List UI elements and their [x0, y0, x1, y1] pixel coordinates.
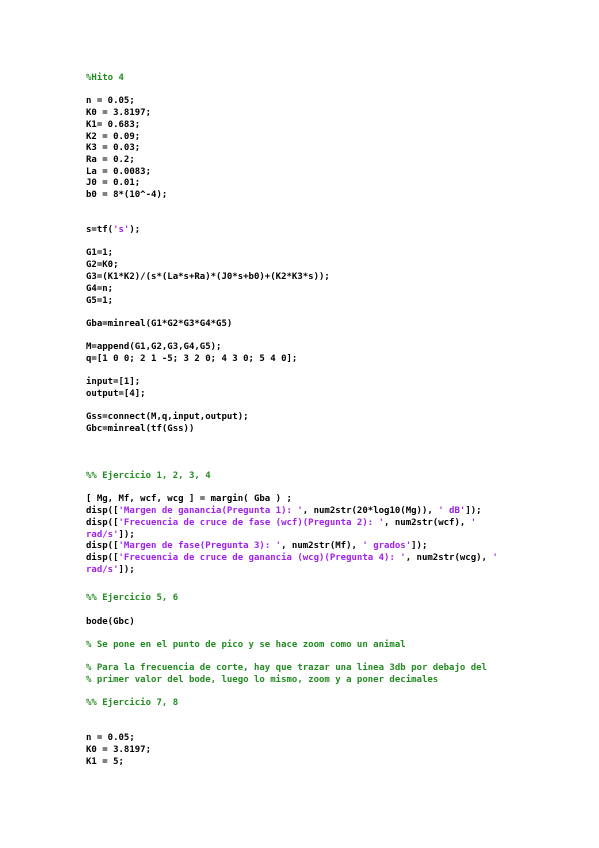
string-literal: ' [470, 518, 477, 528]
code-line [86, 143, 140, 155]
code-text: , num2str(wcf), [384, 518, 471, 528]
code-line [86, 190, 167, 202]
code-text: G4=n; [86, 284, 114, 294]
code-line [86, 377, 140, 389]
code-line [86, 412, 249, 424]
comment-text: %% Ejercicio 5, 6 [86, 593, 179, 603]
code-text: ]); [118, 565, 135, 575]
code-line [86, 745, 151, 757]
code-text: K0 = 3.8197; [86, 745, 152, 755]
code-text: disp([ [86, 518, 119, 528]
code-text: G1=1; [86, 248, 114, 258]
code-line [86, 593, 178, 605]
code-text: Ra = 0.2; [86, 155, 135, 165]
code-text: ]); [118, 530, 135, 540]
code-text: J0 = 0.01; [86, 178, 141, 188]
string-literal: 'Frecuencia de cruce de fase (wcf)(Pregunta 2): ' [118, 518, 385, 528]
code-line [86, 553, 498, 565]
code-line [86, 225, 140, 237]
code-line [86, 248, 113, 260]
code-text: Gss=connect(M,q,input,output); [86, 412, 249, 422]
code-line [86, 73, 124, 85]
code-line [86, 167, 151, 179]
string-literal: rad/s' [86, 530, 119, 540]
code-line [86, 663, 487, 675]
code-text: K1= 0.683; [86, 120, 141, 130]
comment-text: % Para la frecuencia de corte, hay que trazar una linea 3db por debajo del [86, 663, 487, 673]
code-line [86, 494, 292, 506]
code-line [86, 155, 135, 167]
code-line [86, 698, 178, 710]
code-text: , num2str(Mf), [281, 541, 363, 551]
code-text: disp([ [86, 506, 119, 516]
string-literal: ' grados' [362, 541, 412, 551]
code-line [86, 272, 330, 284]
code-text: disp([ [86, 541, 119, 551]
code-text: G5=1; [86, 296, 114, 306]
code-line [86, 319, 232, 331]
code-line [86, 96, 135, 108]
code-line [86, 260, 119, 272]
code-text: G3=(K1*K2)/(s*(La*s+Ra)*(J0*s+b0)+(K2*K3*s)); [86, 272, 330, 282]
code-line [86, 424, 194, 436]
code-text: q=[1 0 0; 2 1 -5; 3 2 0; 4 3 0; 5 4 0]; [86, 354, 298, 364]
string-literal: 'Frecuencia de cruce de ganancia (wcg)(Pregunta 4): ' [118, 553, 406, 563]
code-text: K2 = 0.09; [86, 132, 141, 142]
string-literal: 'Margen de ganancia(Pregunta 1): ' [118, 506, 303, 516]
code-text: ]); [411, 541, 428, 551]
code-line [86, 120, 140, 132]
string-literal: 'Margen de fase(Pregunta 3): ' [118, 541, 282, 551]
comment-text: % Se pone en el punto de pico y se hace zoom como un animal [86, 640, 406, 650]
code-line [86, 471, 211, 483]
code-text: Gba=minreal(G1*G2*G3*G4*G5) [86, 319, 233, 329]
code-line [86, 675, 438, 687]
code-text: bode(Gbc) [86, 617, 135, 627]
string-literal: ' [492, 553, 498, 563]
code-line [86, 389, 146, 401]
code-text: K0 = 3.8197; [86, 108, 152, 118]
code-line [86, 342, 221, 354]
code-text: [ Mg, Mf, wcf, wcg ] = margin( Gba ) ; [86, 494, 292, 504]
string-literal: 's' [113, 225, 130, 235]
code-line [86, 617, 135, 629]
code-line [86, 506, 482, 518]
comment-text: % primer valor del bode, luego lo mismo, zoom y a poner decimales [86, 675, 439, 685]
code-text: s=tf( [86, 225, 114, 235]
code-text: K1 = 5; [86, 757, 124, 767]
code-text: , num2str(20*log10(Mg)), [302, 506, 439, 516]
code-line [86, 132, 140, 144]
code-text: ); [129, 225, 141, 235]
code-text: n = 0.05; [86, 96, 135, 106]
code-text: disp([ [86, 553, 119, 563]
code-text: G2=K0; [86, 260, 119, 270]
code-text: K3 = 0.03; [86, 143, 141, 153]
code-text: , num2str(wcg), [405, 553, 493, 563]
comment-text: %% Ejercicio 1, 2, 3, 4 [86, 471, 211, 481]
code-text: b0 = 8*(10^-4); [86, 190, 168, 200]
string-literal: ' dB' [438, 506, 466, 516]
code-text: n = 0.05; [86, 733, 135, 743]
string-literal: rad/s' [86, 565, 119, 575]
code-text: input=[1]; [86, 377, 141, 387]
code-line [86, 530, 135, 542]
code-line [86, 565, 135, 577]
code-line [86, 518, 476, 530]
code-line [86, 757, 124, 769]
code-line [86, 296, 113, 308]
code-line [86, 541, 427, 553]
code-text: ]); [465, 506, 482, 516]
code-line [86, 733, 135, 745]
comment-text: %Hito 4 [86, 73, 124, 83]
code-line [86, 178, 140, 190]
code-text: M=append(G1,G2,G3,G4,G5); [86, 342, 222, 352]
code-text: Gbc=minreal(tf(Gss)) [86, 424, 195, 434]
code-line [86, 354, 297, 366]
code-line [86, 108, 151, 120]
code-line [86, 284, 113, 296]
code-text: La = 0.0083; [86, 167, 152, 177]
code-text: output=[4]; [86, 389, 146, 399]
comment-text: %% Ejercicio 7, 8 [86, 698, 179, 708]
code-line [86, 640, 406, 652]
